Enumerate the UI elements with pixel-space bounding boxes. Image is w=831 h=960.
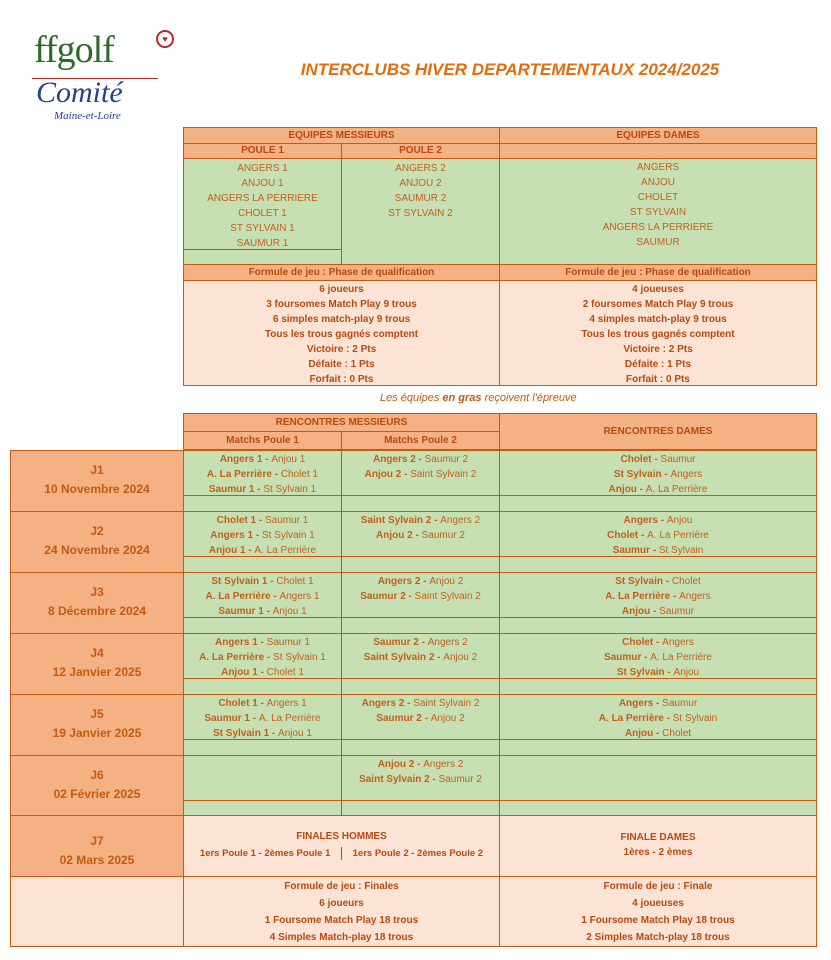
match-spacer	[183, 556, 342, 573]
day-cell	[10, 572, 184, 634]
list-item: ANJOU 1	[241, 178, 284, 189]
match-spacer	[341, 617, 500, 634]
match-spacer	[341, 678, 500, 695]
away-team: Saint Sylvain 2	[410, 469, 477, 480]
match-line	[184, 696, 341, 711]
away-team: Saumur 1	[264, 515, 309, 526]
list-item: ANJOU 2	[399, 178, 442, 189]
day-date: 8 Décembre 2024	[47, 604, 147, 618]
home-team: A. La Perrière -	[199, 652, 274, 663]
away-team: Cholet 1	[276, 576, 314, 587]
home-team: Angers -	[618, 698, 663, 709]
home-team: Saumur 1 -	[218, 606, 273, 617]
home-team: Angers 1 -	[214, 637, 267, 648]
home-team: Cholet -	[622, 637, 663, 648]
day-date: 12 Janvier 2025	[52, 665, 142, 679]
match-line	[342, 589, 499, 604]
home-team: Angers 2 -	[377, 576, 430, 587]
page-title: INTERCLUBS HIVER DEPARTEMENTAUX 2024/2025	[300, 60, 720, 79]
list-item: ANGERS 1	[237, 163, 288, 174]
match-line	[184, 650, 341, 665]
match-spacer	[499, 739, 817, 756]
match-cell	[499, 755, 817, 801]
day-cell	[10, 450, 184, 512]
women-format-header: Formule de jeu : Phase de qualification	[499, 264, 817, 281]
list-item: ANJOU	[641, 177, 675, 188]
women-finals-cell	[499, 815, 817, 877]
day-date: 24 Novembre 2024	[44, 543, 150, 557]
home-team: St Sylvain -	[616, 667, 674, 678]
women-finals-sub: 1ères - 2 èmes	[623, 847, 693, 858]
away-team: Angers 2	[423, 759, 464, 770]
match-cell	[499, 572, 817, 618]
match-spacer	[183, 495, 342, 512]
rule-line: 6 joueurs	[319, 284, 364, 295]
match-line	[342, 635, 499, 650]
rule-line: 4 joueuses	[632, 284, 684, 295]
match-cell	[341, 755, 500, 801]
match-spacer	[183, 678, 342, 695]
away-team: Cholet	[662, 728, 692, 739]
home-team: St Sylvain 1 -	[213, 728, 279, 739]
match-cell	[499, 450, 817, 496]
home-team: Cholet -	[607, 530, 648, 541]
match-line	[342, 574, 499, 589]
away-team: A. La Perrière	[258, 713, 321, 724]
rule-line: Défaite : 1 Pts	[308, 359, 375, 370]
list-item: CHOLET	[637, 192, 679, 203]
rule-line: Tous les trous gagnés comptent	[264, 329, 419, 340]
home-team: Saint Sylvain 2 -	[359, 774, 439, 785]
home-team: Saumur 2 -	[373, 637, 428, 648]
away-team: Saint Sylvain 2	[413, 698, 480, 709]
home-team: Saint Sylvain 2 -	[363, 652, 444, 663]
away-team: Cholet	[671, 576, 701, 587]
men-format-header: Formule de jeu : Phase de qualification	[183, 264, 500, 281]
rule-line: Défaite : 1 Pts	[624, 359, 692, 370]
rule-line: 2 foursomes Match Play 9 trous	[582, 299, 734, 310]
home-team: Angers 1 -	[219, 454, 272, 465]
home-team: Anjou 2 -	[376, 530, 422, 541]
home-team: Cholet 1 -	[216, 515, 265, 526]
away-team: A. La Perrière	[647, 530, 709, 541]
poule2-header: POULE 2	[341, 143, 500, 159]
away-team: Angers 2	[440, 515, 481, 526]
women-finals-title: FINALE DAMES	[620, 832, 696, 843]
away-team: Cholet 1	[266, 667, 304, 678]
match-cell	[341, 450, 500, 496]
match-spacer	[499, 495, 817, 512]
poule2-matches-header: Matchs Poule 2	[341, 431, 500, 450]
match-line	[500, 513, 816, 528]
home-team: Cholet 1 -	[218, 698, 267, 709]
day-date: 10 Novembre 2024	[44, 482, 150, 496]
list-item: SAUMUR 1	[236, 238, 289, 249]
match-line	[184, 711, 341, 726]
home-team: Angers 1 -	[210, 530, 262, 541]
match-cell	[183, 450, 342, 496]
away-team: Anjou	[666, 515, 693, 526]
separator	[341, 847, 342, 860]
logo-brand: ffgolf	[34, 29, 114, 71]
rule-line: Formule de jeu : Finale	[603, 881, 713, 892]
rule-line: 1 Foursome Match Play 18 trous	[264, 915, 419, 926]
home-team: Saumur 1 -	[204, 713, 259, 724]
men-format-rules	[183, 280, 500, 386]
away-team: Anjou 1	[278, 728, 312, 739]
rule-line: Formule de jeu : Finales	[284, 881, 399, 892]
home-team: St Sylvain -	[615, 576, 672, 587]
match-line	[184, 589, 341, 604]
home-team: Anjou 2 -	[364, 469, 411, 480]
away-team: St Sylvain	[672, 713, 718, 724]
day-date: 19 Janvier 2025	[52, 726, 142, 740]
rule-line: 6 joueurs	[319, 898, 364, 909]
men-finals-format	[183, 876, 500, 947]
away-team: St Sylvain 1	[263, 484, 317, 495]
list-item: CHOLET 1	[238, 208, 287, 219]
poule1-header: POULE 1	[183, 143, 342, 159]
match-line	[184, 528, 341, 543]
match-spacer	[499, 617, 817, 634]
match-cell	[183, 694, 342, 740]
match-spacer	[183, 739, 342, 756]
men-finals-p2: 1ers Poule 2 - 2èmes Poule 2	[352, 848, 484, 859]
rule-line: 3 foursomes Match Play 9 trous	[266, 299, 417, 310]
away-team: A. La Perrière	[645, 484, 708, 495]
match-line	[500, 574, 816, 589]
away-team: Angers 2	[427, 637, 468, 648]
match-line	[500, 452, 816, 467]
away-team: Saumur	[659, 606, 695, 617]
home-team: Angers 2 -	[361, 698, 414, 709]
match-line	[184, 513, 341, 528]
away-team: Angers 1	[266, 698, 307, 709]
away-team: Saumur 1	[266, 637, 311, 648]
match-spacer	[341, 495, 500, 512]
away-team: Anjou 2	[430, 713, 465, 724]
away-team: St Sylvain	[658, 545, 704, 556]
women-finals-format	[499, 876, 817, 947]
match-line	[500, 635, 816, 650]
away-team: A. La Perrière	[650, 652, 712, 663]
day-date: 02 Février 2025	[53, 787, 141, 801]
rule-line: Victoire : 2 Pts	[306, 344, 377, 355]
match-line	[342, 757, 499, 772]
away-team: Saumur	[662, 698, 698, 709]
day-label: J7	[90, 834, 104, 848]
home-team: A. La Perrière -	[605, 591, 680, 602]
match-line	[342, 513, 499, 528]
match-cell	[341, 694, 500, 740]
list-item: ANGERS LA PERRIERE	[602, 222, 714, 233]
day-cell	[10, 755, 184, 817]
home-team: Anjou 1 -	[208, 545, 255, 556]
match-line	[342, 452, 499, 467]
home-team: A. La Perrière -	[598, 713, 673, 724]
poule1-matches-header: Matchs Poule 1	[183, 431, 342, 450]
rule-line: Forfait : 0 Pts	[626, 374, 690, 385]
day-label: J1	[90, 463, 104, 477]
match-line	[342, 650, 499, 665]
women-matches-header: RENCONTRES DAMES	[499, 413, 817, 450]
match-cell	[183, 755, 342, 801]
home-team: St Sylvain -	[613, 469, 671, 480]
list-item: ANGERS 2	[395, 163, 446, 174]
rule-line: Tous les trous gagnés comptent	[581, 329, 735, 340]
match-line	[342, 711, 499, 726]
home-team: Anjou 2 -	[377, 759, 424, 770]
home-team: Saumur 2 -	[360, 591, 415, 602]
list-item: ST SYLVAIN 1	[230, 223, 295, 234]
men-teams-header: EQUIPES MESSIEURS	[183, 127, 500, 144]
match-line	[500, 467, 816, 482]
comite-logo	[30, 28, 190, 128]
list-item: ANGERS	[636, 162, 680, 173]
day-label: J2	[90, 524, 104, 538]
home-team: St Sylvain 1 -	[211, 576, 277, 587]
home-team: Anjou -	[624, 728, 663, 739]
away-team: Saumur 2	[421, 530, 465, 541]
rule-line: 4 Simples Match-play 18 trous	[269, 932, 414, 943]
list-item: ST SYLVAIN 2	[388, 208, 453, 219]
home-team-note: Les équipes en gras reçoivent l'épreuve	[380, 392, 577, 404]
match-line	[500, 711, 816, 726]
men-matches-header: RENCONTRES MESSIEURS	[183, 413, 500, 432]
rule-line: 2 Simples Match-play 18 trous	[586, 932, 730, 943]
match-spacer	[183, 617, 342, 634]
match-line	[184, 635, 341, 650]
rule-line: Victoire : 2 Pts	[623, 344, 693, 355]
day-label: J6	[90, 768, 104, 782]
away-team: Saumur 2	[424, 454, 469, 465]
home-team: Saumur -	[604, 652, 651, 663]
home-team: Cholet -	[620, 454, 661, 465]
match-line	[342, 696, 499, 711]
home-team: Angers 2 -	[372, 454, 425, 465]
match-line	[500, 650, 816, 665]
match-line	[184, 452, 341, 467]
away-team: Anjou 1	[272, 606, 307, 617]
home-team: Saint Sylvain 2 -	[360, 515, 441, 526]
women-teams-subheader	[499, 143, 817, 159]
rule-line: 1 Foursome Match Play 18 trous	[581, 915, 735, 926]
match-line	[342, 772, 499, 787]
away-team: Cholet 1	[280, 469, 319, 480]
match-line	[342, 528, 499, 543]
match-cell	[341, 511, 500, 557]
away-team: Angers	[662, 637, 694, 648]
match-line	[184, 467, 341, 482]
match-cell	[341, 633, 500, 679]
match-line	[500, 528, 816, 543]
match-spacer	[499, 678, 817, 695]
day-cell	[10, 694, 184, 756]
match-line	[500, 589, 816, 604]
list-item: SAUMUR 2	[394, 193, 447, 204]
men-finals-cell	[183, 815, 500, 877]
away-team: Angers	[679, 591, 711, 602]
home-team: Saumur 1 -	[208, 484, 264, 495]
match-cell	[183, 572, 342, 618]
day-cell	[10, 511, 184, 573]
away-team: Anjou 1	[271, 454, 306, 465]
rule-line: 4 simples match-play 9 trous	[589, 314, 727, 325]
home-team: Angers -	[623, 515, 667, 526]
day-label: J5	[90, 707, 104, 721]
away-team: Angers 1	[279, 591, 320, 602]
match-cell	[341, 572, 500, 618]
away-team: Saumur 2	[438, 774, 482, 785]
women-team-list	[499, 158, 817, 265]
day-cell	[10, 633, 184, 695]
day-label: J3	[90, 585, 104, 599]
poule1-spacer	[183, 249, 342, 265]
poule2-team-list	[341, 158, 500, 265]
away-team: Saint Sylvain 2	[414, 591, 481, 602]
rule-line: 6 simples match-play 9 trous	[272, 314, 411, 325]
away-team: A. La Perrière	[254, 545, 317, 556]
match-line	[184, 574, 341, 589]
day-date: 02 Mars 2025	[59, 853, 135, 867]
women-format-rules	[499, 280, 817, 386]
home-team: Anjou -	[608, 484, 646, 495]
match-spacer	[341, 556, 500, 573]
day-label: J4	[90, 646, 104, 660]
away-team: Saumur	[660, 454, 696, 465]
finals-format-empty	[10, 876, 184, 947]
match-cell	[499, 511, 817, 557]
home-team: A. La Perrière -	[205, 591, 280, 602]
logo-department: Maine-et-Loire	[54, 110, 121, 122]
rule-line: Forfait : 0 Pts	[309, 374, 374, 385]
men-finals-matches	[184, 846, 499, 861]
match-spacer	[341, 739, 500, 756]
match-spacer	[499, 556, 817, 573]
poule1-team-list	[183, 158, 342, 250]
heart-icon: ♥	[156, 30, 174, 48]
men-finals-title: FINALES HOMMES	[296, 831, 387, 842]
match-cell	[183, 633, 342, 679]
men-finals-p1: 1ers Poule 1 - 2èmes Poule 1	[199, 848, 331, 859]
logo-comite: Comité	[36, 76, 123, 109]
home-team: Saumur 2 -	[376, 713, 431, 724]
away-team: St Sylvain 1	[261, 530, 315, 541]
home-team: Anjou 1 -	[221, 667, 267, 678]
match-cell	[499, 633, 817, 679]
away-team: Angers	[670, 469, 703, 480]
away-team: Anjou 2	[429, 576, 464, 587]
women-teams-header: EQUIPES DAMES	[499, 127, 817, 144]
away-team: Anjou 2	[443, 652, 478, 663]
list-item: SAUMUR	[636, 237, 680, 248]
away-team: St Sylvain 1	[273, 652, 326, 663]
match-cell	[499, 694, 817, 740]
list-item: ST SYLVAIN	[629, 207, 687, 218]
home-team: A. La Perrière -	[206, 469, 281, 480]
home-team: Saumur -	[612, 545, 659, 556]
list-item: ANGERS LA PERRIERE	[207, 193, 318, 204]
away-team: Anjou	[673, 667, 700, 678]
match-cell	[183, 511, 342, 557]
day-cell-j7	[10, 815, 184, 877]
match-line	[500, 696, 816, 711]
match-line	[342, 467, 499, 482]
rule-line: 4 joueuses	[632, 898, 684, 909]
home-team: Anjou -	[621, 606, 660, 617]
